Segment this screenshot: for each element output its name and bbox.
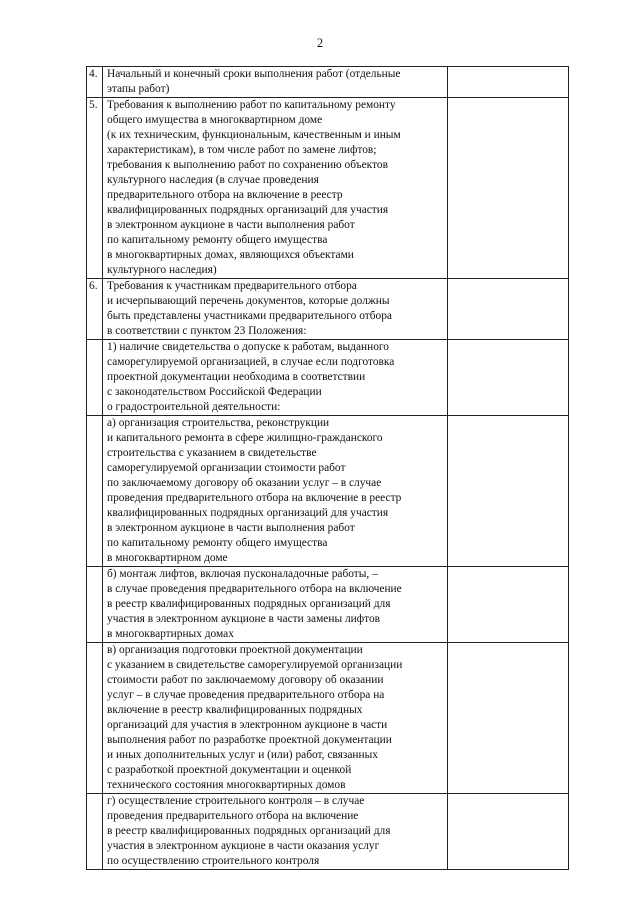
table-row: [87, 643, 569, 794]
text-line: 1) наличие свидетельства о допуске к работам, выданного: [107, 341, 389, 353]
text-line: в) организация подготовки проектной документации: [107, 644, 363, 656]
text-line: а) организация строительства, реконструкции: [107, 417, 330, 429]
row-text: [103, 643, 448, 794]
text-line: квалифицированных подрядных организаций для участия: [107, 507, 389, 519]
text-line: в многоквартирных домах, являющихся объектами: [107, 249, 354, 261]
text-line: включение в реестр квалифицированных подрядных: [107, 704, 363, 716]
text-line: по осуществлению строительного контроля: [107, 855, 320, 867]
text-line: Начальный и конечный сроки выполнения работ (отдельные: [107, 68, 401, 80]
row-text: [103, 340, 448, 416]
text-line: в случае проведения предварительного отбора на включение: [107, 583, 402, 595]
text-line: общего имущества в многоквартирном доме: [107, 114, 323, 126]
text-line: культурного наследия): [107, 264, 217, 276]
text-line: культурного наследия (в случае проведения: [107, 174, 319, 186]
table-row: [87, 67, 569, 98]
table-body: [87, 67, 569, 870]
value-cell: [448, 416, 569, 567]
text-line: участия в электронном аукционе в части оказания услуг: [107, 840, 380, 852]
row-number: [87, 340, 103, 416]
value-cell: [448, 340, 569, 416]
requirements-table: [86, 66, 569, 870]
text-line: и исчерпывающий перечень документов, которые должны: [107, 295, 390, 307]
text-line: с указанием в свидетельстве саморегулируемой организации: [107, 659, 403, 671]
text-line: в многоквартирных домах: [107, 628, 234, 640]
table-row: [87, 567, 569, 643]
text-line: по капитальному ремонту общего имущества: [107, 537, 328, 549]
text-line: саморегулируемой организации стоимости работ: [107, 462, 346, 474]
text-line: (к их техническим, функциональным, качественным и иным: [107, 129, 401, 141]
table-row: [87, 340, 569, 416]
text-line: Требования к участникам предварительного отбора: [107, 280, 357, 292]
text-line: в реестр квалифицированных подрядных организаций для: [107, 598, 391, 610]
value-cell: [448, 643, 569, 794]
row-text: [103, 567, 448, 643]
text-line: саморегулируемой организацией, в случае если подготовка: [107, 356, 395, 368]
row-number: [87, 794, 103, 870]
page-number: 2: [316, 36, 324, 50]
table-row: [87, 279, 569, 340]
text-line: характеристикам), в том числе работ по замене лифтов;: [107, 144, 377, 156]
row-number: 6.: [87, 279, 103, 340]
text-line: в многоквартирном доме: [107, 552, 228, 564]
text-line: предварительного отбора на включение в реестр: [107, 189, 343, 201]
text-line: требования к выполнению работ по сохранению объектов: [107, 159, 388, 171]
text-line: и капитального ремонта в сфере жилищно-гражданского: [107, 432, 383, 444]
table-row: [87, 794, 569, 870]
row-text: [103, 416, 448, 567]
text-line: выполнения работ по разработке проектной документации: [107, 734, 392, 746]
row-text: [103, 279, 448, 340]
text-line: организаций для участия в электронном аукционе в части: [107, 719, 388, 731]
row-number: [87, 567, 103, 643]
value-cell: [448, 794, 569, 870]
text-line: строительства с указанием в свидетельстве: [107, 447, 317, 459]
text-line: в электронном аукционе в части выполнения работ: [107, 219, 355, 231]
row-text: [103, 67, 448, 98]
table-row: [87, 416, 569, 567]
text-line: Требования к выполнению работ по капитальному ремонту: [107, 99, 396, 111]
text-line: по заключаемому договору об оказании услуг – в случае: [107, 477, 382, 489]
text-line: услуг – в случае проведения предварительного отбора на: [107, 689, 385, 701]
text-line: с разработкой проектной документации и оценкой: [107, 764, 352, 776]
text-line: технического состояния многоквартирных домов: [107, 779, 346, 791]
text-line: по капитальному ремонту общего имущества: [107, 234, 328, 246]
row-text: [103, 98, 448, 279]
text-line: в электронном аукционе в части выполнения работ: [107, 522, 355, 534]
text-line: стоимости работ по заключаемому договору об оказании: [107, 674, 384, 686]
row-number: 4.: [87, 67, 103, 98]
row-number: [87, 416, 103, 567]
row-number: 5.: [87, 98, 103, 279]
text-line: г) осуществление строительного контроля – в случае: [107, 795, 365, 807]
table-row: [87, 98, 569, 279]
text-line: о градостроительной деятельности:: [107, 401, 281, 413]
row-text: [103, 794, 448, 870]
value-cell: [448, 567, 569, 643]
text-line: проектной документации необходима в соответствии: [107, 371, 366, 383]
value-cell: [448, 67, 569, 98]
text-line: квалифицированных подрядных организаций для участия: [107, 204, 389, 216]
row-number: [87, 643, 103, 794]
text-line: в соответствии с пунктом 23 Положения:: [107, 325, 307, 337]
text-line: в реестр квалифицированных подрядных организаций для: [107, 825, 391, 837]
value-cell: [448, 279, 569, 340]
text-line: участия в электронном аукционе в части замены лифтов: [107, 613, 381, 625]
text-line: этапы работ): [107, 83, 170, 95]
value-cell: [448, 98, 569, 279]
text-line: и иных дополнительных услуг и (или) работ, связанных: [107, 749, 378, 761]
text-line: быть представлены участниками предварительного отбора: [107, 310, 392, 322]
text-line: проведения предварительного отбора на включение в реестр: [107, 492, 402, 504]
text-line: проведения предварительного отбора на включение: [107, 810, 359, 822]
text-line: с законодательством Российской Федерации: [107, 386, 322, 398]
text-line: б) монтаж лифтов, включая пусконаладочные работы, –: [107, 568, 378, 580]
